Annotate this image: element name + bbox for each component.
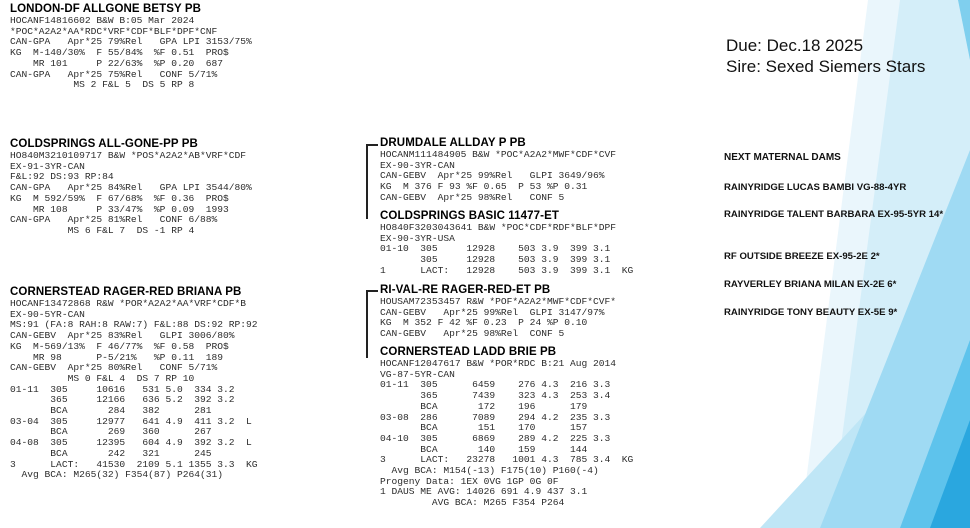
animal-line: BCA 242 321 245 xyxy=(10,447,212,459)
animal-line: CAN-GEBV Apr*25 99%Rel GLPI 3147/97% xyxy=(380,306,605,318)
animal-line: F&L:92 DS:93 RP:84 xyxy=(10,171,114,183)
animal-line: 04-10 305 6869 289 4.2 225 3.3 xyxy=(380,432,611,444)
animal-line: CAN-GEBV Apr*25 83%Rel GLPI 3006/80% xyxy=(10,330,235,342)
due-date: Due: Dec.18 2025 xyxy=(726,36,864,55)
animal-line: MS 0 F&L 4 DS 7 RP 10 xyxy=(10,372,195,384)
animal-line: BCA 151 170 157 xyxy=(380,422,588,434)
animal-line: CAN-GPA Apr*25 81%Rel CONF 6/88% xyxy=(10,214,218,226)
animal-line: *POC*A2A2*AA*RDC*VRF*CDF*BLF*DPF*CNF xyxy=(10,25,218,37)
animal-line: CAN-GPA Apr*25 75%Rel CONF 5/71% xyxy=(10,68,218,80)
animal-title: RI-VAL-RE RAGER-RED-ET PB xyxy=(380,284,551,296)
animal-line: 1 LACT: 12928 503 3.9 399 3.1 KG xyxy=(380,264,634,276)
animal-line: 3 LACT: 23278 1001 4.3 785 3.4 KG xyxy=(380,454,634,466)
animal-line: MR 101 P 22/63% %P 0.20 687 xyxy=(10,57,224,69)
animal-title: CORNERSTEAD RAGER-RED BRIANA PB xyxy=(10,286,242,298)
animal-line: HOCANF12047617 B&W *POR*RDC B:21 Aug 2014 xyxy=(380,358,617,369)
animal-line: EX-90-3YR-CAN xyxy=(380,159,455,171)
animal-line: KG M-569/13% F 46/77% %F 0.58 PRO$ xyxy=(10,340,229,352)
animal-allday xyxy=(380,137,616,204)
animal-brie xyxy=(380,346,633,509)
animal-line: 365 7439 323 4.3 253 3.4 xyxy=(380,390,611,402)
animal-line: 03-04 305 12977 641 4.9 411 3.2 L xyxy=(10,415,252,427)
animal-line: HOCANF13472868 R&W *POR*A2A2*AA*VRF*CDF*B xyxy=(10,298,247,309)
animal-line: 305 12928 503 3.9 399 3.1 xyxy=(380,254,611,266)
animal-betsy xyxy=(10,3,252,91)
animal-line: 04-08 305 12395 604 4.9 392 3.2 L xyxy=(10,437,252,449)
animal-allgone xyxy=(10,138,252,237)
maternal-dam: RAINYRIDGE LUCAS BAMBI VG-88-4YR xyxy=(724,182,907,193)
animal-line: BCA 284 382 281 xyxy=(10,405,212,417)
animal-line: BCA 269 360 267 xyxy=(10,426,212,438)
animal-briana xyxy=(10,286,258,481)
animal-line: MR 98 P-5/21% %P 0.11 189 xyxy=(10,351,224,363)
animal-line: MS:91 (FA:8 RAH:8 RAW:7) F&L:88 DS:92 RP:92 xyxy=(10,319,258,331)
animal-line: MR 108 P 33/47% %P 0.09 1993 xyxy=(10,203,229,215)
animal-line: CAN-GEBV Apr*25 80%Rel CONF 5/71% xyxy=(10,362,218,374)
animal-line: MS 6 F&L 7 DS -1 RP 4 xyxy=(10,224,195,236)
animal-line: Avg BCA: M154(-13) F175(10) P160(-4) xyxy=(380,465,599,477)
animal-line: HO840F3203043641 B&W *POC*CDF*RDF*BLF*DPF xyxy=(380,222,617,233)
animal-line: HO840M3210109717 B&W *POS*A2A2*AB*VRF*CDF xyxy=(10,150,247,161)
animal-line: CAN-GEBV Apr*25 99%Rel GLPI 3649/96% xyxy=(380,170,605,182)
maternal-dam: RAINYRIDGE TONY BEAUTY EX-5E 9* xyxy=(724,307,898,318)
animal-line: KG M-140/30% F 55/84% %F 0.51 PRO$ xyxy=(10,47,229,59)
animal-title: COLDSPRINGS BASIC 11477-ET xyxy=(380,210,559,222)
animal-line: 3 LACT: 41530 2109 5.1 1355 3.3 KG xyxy=(10,458,258,470)
animal-title: DRUMDALE ALLDAY P PB xyxy=(380,137,526,149)
animal-line: KG M 592/59% F 67/68% %F 0.36 PRO$ xyxy=(10,192,229,204)
animal-rager xyxy=(380,284,616,340)
pedigree-bracket xyxy=(366,290,378,358)
animal-line: CAN-GPA Apr*25 84%Rel GPA LPI 3544/80% xyxy=(10,182,252,194)
animal-line: EX-90-5YR-CAN xyxy=(10,308,85,320)
maternal-dam: RAINYRIDGE TALENT BARBARA EX-95-5YR 14* xyxy=(724,209,944,220)
animal-basic xyxy=(380,210,633,277)
animal-line: EX-90-3YR-USA xyxy=(380,232,455,244)
animal-title: LONDON-DF ALLGONE BETSY PB xyxy=(10,3,202,15)
animal-line: HOCANF14816602 B&W B:05 Mar 2024 xyxy=(10,15,195,26)
animal-line: HOCANM111484905 B&W *POC*A2A2*MWF*CDF*CVF xyxy=(380,149,617,160)
animal-line: AVG BCA: M265 F354 P264 xyxy=(380,497,565,509)
animal-line: 365 12166 636 5.2 392 3.2 xyxy=(10,394,235,406)
maternal-dam: RF OUTSIDE BREEZE EX-95-2E 2* xyxy=(724,251,880,262)
animal-line: BCA 172 196 179 xyxy=(380,400,588,412)
animal-line: HOUSAM72353457 R&W *POF*A2A2*MWF*CDF*CVF* xyxy=(380,296,617,307)
animal-line: BCA 140 159 144 xyxy=(380,443,588,455)
animal-line: KG M 352 F 42 %F 0.23 P 24 %P 0.10 xyxy=(380,317,588,329)
animal-line: 1 DAUS ME AVG: 14026 691 4.9 437 3.1 xyxy=(380,486,588,498)
animal-line: KG M 376 F 93 %F 0.65 P 53 %P 0.31 xyxy=(380,181,588,193)
animal-line: 03-08 286 7089 294 4.2 235 3.3 xyxy=(380,411,611,423)
sire-name: Sire: Sexed Siemers Stars xyxy=(726,57,926,76)
animal-title: COLDSPRINGS ALL-GONE-PP PB xyxy=(10,138,198,150)
animal-line: 01-11 305 6459 276 4.3 216 3.3 xyxy=(380,379,611,391)
animal-line: VG-87-5YR-CAN xyxy=(380,368,455,380)
animal-line: CAN-GEBV Apr*25 98%Rel CONF 5 xyxy=(380,328,565,340)
animal-line: 01-10 305 12928 503 3.9 399 3.1 xyxy=(380,243,611,255)
animal-line: CAN-GPA Apr*25 79%Rel GPA LPI 3153/75% xyxy=(10,36,252,48)
animal-line: EX-91-3YR-CAN xyxy=(10,160,85,172)
maternal-dam: RAYVERLEY BRIANA MILAN EX-2E 6* xyxy=(724,279,897,290)
animal-line: CAN-GEBV Apr*25 98%Rel CONF 5 xyxy=(380,191,565,203)
animal-title: CORNERSTEAD LADD BRIE PB xyxy=(380,346,557,358)
dams-heading: NEXT MATERNAL DAMS xyxy=(724,152,841,163)
animal-line: Avg BCA: M265(32) F354(87) P264(31) xyxy=(10,469,224,481)
animal-line: MS 2 F&L 5 DS 5 RP 8 xyxy=(10,79,195,91)
animal-line: 01-11 305 10616 531 5.0 334 3.2 xyxy=(10,383,235,395)
pedigree-bracket xyxy=(366,144,378,219)
animal-line: Progeny Data: 1EX 0VG 1GP 0G 0F xyxy=(380,475,559,487)
